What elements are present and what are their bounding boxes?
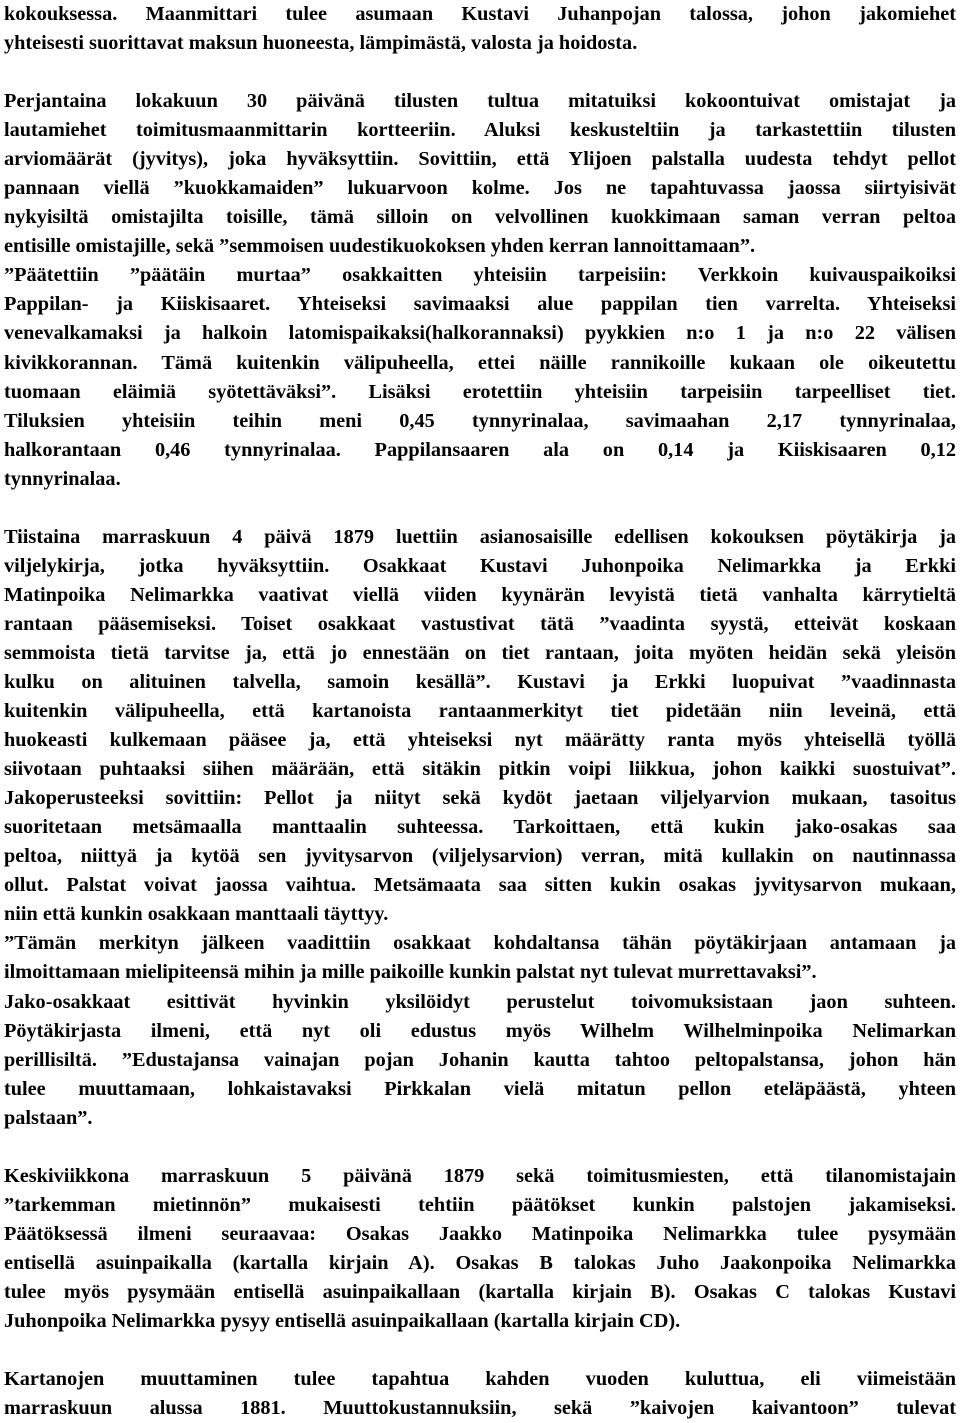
text-line: Perjantaina lokakuun 30 päivänä tilusten tultua mitatuiksi kokoontuivat omistajat ja (4, 90, 956, 113)
paragraph-gap (4, 494, 956, 523)
text-line: tulee muuttamaan, lohkaistavaksi Pirkkalan vielä mitatun pellon eteläpäästä, yhteen (4, 1077, 956, 1100)
paragraph-5 (4, 1365, 956, 1423)
text-line: kokouksessa. Maanmittari tulee asumaan Kustavi Juhanpojan talossa, johon jakomiehet (4, 3, 956, 25)
paragraph-1 (4, 0, 956, 58)
text-line: pannaan viellä ”kuokkamaiden” lukuarvoon kolme. Jos ne tapahtuvassa jaossa siirtyisivät (4, 177, 956, 200)
text-line: semmoista tietä tarvitse ja, että jo ennestään on tiet rantaan, joita myöten heidän sekä yleisön (4, 641, 956, 664)
text-line: Kartanojen muuttaminen tulee tapahtua kahden vuoden kuluttua, eli viimeistään (4, 1368, 956, 1391)
text-line: arviomäärät (jyvitys), joka hyväksyttiin. Sovittiin, että Ylijoen palstalla uudesta tehdyt pellot (4, 148, 956, 171)
text-line: ilmoittamaan mielipiteensä mihin ja mille paikoille kunkin palstat nyt tulevat murrettavaksi”. (4, 961, 817, 984)
paragraph-gap (4, 1133, 956, 1162)
text-line: Tiistaina marraskuun 4 päivä 1879 luettiin asianosaisille edellisen kokouksen pöytäkirja ja (4, 525, 956, 548)
text-line: suoritetaan metsämaalla manttaalin suhteessa. Tarkoittaen, että kukin jako-osakas saa (4, 816, 956, 839)
text-line: niin että kunkin osakkaan manttaali täyttyy. (4, 903, 389, 926)
text-line: Jakoperusteeksi sovittiin: Pellot ja niityt sekä kydöt jaetaan viljelyarvion mukaan, tasoitus (4, 787, 956, 810)
document-page (4, 0, 956, 1423)
text-line: viljelykirja, jotka hyväksyttiin. Osakkaat Kustavi Juhonpoika Nelimarkka ja Erkki (4, 554, 956, 577)
text-line: tuomaan eläimiä syötettäväksi”. Lisäksi erotettiin yhteisiin tarpeisiin tarpeelliset tiet. (4, 380, 956, 403)
text-line: halkorantaan 0,46 tynnyrinalaa. Pappilansaaren ala on 0,14 ja Kiiskisaaren 0,12 (4, 438, 956, 461)
text-line: rantaan pääsemiseksi. Toiset osakkaat vastustivat tätä ”vaadinta syystä, etteivät koskaan (4, 612, 956, 635)
text-line: yhteisesti suorittavat maksun huoneesta, lämpimästä, valosta ja hoidosta. (4, 32, 638, 55)
text-line: kivikkorannan. Tämä kuitenkin välipuheella, ettei näille rannikoille kukaan ole oikeutettu (4, 351, 956, 374)
text-line: entisille omistajille, sekä ”semmoisen uudestikuokoksen yhden kerran lannoittamaan”. (4, 235, 756, 258)
paragraph-2 (4, 87, 956, 494)
text-line: Jako-osakkaat esittivät hyvinkin yksilöidyt perustelut toivomuksistaan jaon suhteen. (4, 990, 956, 1013)
text-line: entisellä asuinpaikalla (kartalla kirjain A). Osakas B talokas Juho Jaakonpoika Nelimarkka (4, 1251, 956, 1274)
text-line: Juhonpoika Nelimarkka pysyy entisellä asuinpaikallaan (kartalla kirjain CD). (4, 1309, 681, 1332)
paragraph-4 (4, 1162, 956, 1336)
text-line: Tiluksien yhteisiin teihin meni 0,45 tynnyrinalaa, savimaahan 2,17 tynnyrinalaa, (4, 409, 956, 432)
text-line: tynnyrinalaa. (4, 467, 121, 490)
text-line: tulee myös pysymään entisellä asuinpaikallaan (kartalla kirjain B). Osakas C talokas Kustavi (4, 1280, 956, 1303)
text-line: nykyisiltä omistajilta toisille, tämä silloin on velvollinen kuokkimaan saman verran peltoa (4, 206, 956, 229)
text-line: Pöytäkirjasta ilmeni, että nyt oli edustus myös Wilhelm Wilhelminpoika Nelimarkan (4, 1019, 956, 1042)
text-line: Keskiviikkona marraskuun 5 päivänä 1879 sekä toimitusmiesten, että tilanomistajain (4, 1164, 956, 1187)
text-line: peltoa, niittyä ja kytöä sen jyvitysarvon (viljelysarvion) verran, mitä kullakin on nautinnassa (4, 845, 956, 868)
text-line: Päätöksessä ilmeni seuraavaa: Osakas Jaakko Matinpoika Nelimarkka tulee pysymään (4, 1222, 956, 1245)
paragraph-gap (4, 1336, 956, 1365)
text-line: ”Tämän merkityn jälkeen vaadittiin osakkaat kohdaltansa tähän pöytäkirjaan antamaan ja (4, 932, 956, 955)
text-line: marraskuun alussa 1881. Muuttokustannuksiin, sekä ”kaivojen kaivantoon” tulevat (4, 1397, 956, 1420)
text-line: huokeasti kulkemaan pääsee ja, että yhteiseksi nyt määrätty ranta myös yhteisellä työllä (4, 729, 956, 752)
paragraph-gap (4, 58, 956, 87)
text-line: venevalkamaksi ja halkoin latomispaikaksi(halkorannaksi) pyykkien n:o 1 ja n:o 22 välisen (4, 322, 956, 345)
text-line: perillisiltä. ”Edustajansa vainajan pojan Johanin kautta tahtoo peltopalstansa, johon hän (4, 1048, 956, 1071)
text-line: siivotaan puhtaaksi siihen määrään, että sitäkin pitkin voipi liikkua, johon kaikki suostuivat”. (4, 758, 956, 781)
text-line: ”Päätettiin ”päätäin murtaa” osakkaitten yhteisiin tarpeisiin: Verkkoin kuivauspaikoiksi (4, 264, 956, 287)
text-line: palstaan”. (4, 1106, 93, 1129)
text-line: ollut. Palstat voivat jaossa vaihtua. Metsämaata saa sitten kukin osakas jyvitysarvon mukaan, (4, 874, 956, 897)
text-line: Pappilan- ja Kiiskisaaret. Yhteiseksi savimaaksi alue pappilan tien varrelta. Yhteiseksi (4, 293, 956, 316)
text-line: lautamiehet toimitusmaanmittarin kortteeriin. Aluksi keskusteltiin ja tarkastettiin tilusten (4, 119, 956, 142)
text-line: kulku on alituinen talvella, samoin kesällä”. Kustavi ja Erkki luopuivat ”vaadinnasta (4, 670, 956, 693)
text-line: kuitenkin välipuheella, että kartanoista rantaanmerkityt tiet pidetään niin leveinä, että (4, 700, 956, 723)
text-line: Matinpoika Nelimarkka vaativat viellä viiden kyynärän levyistä tietä vanhalta kärrytieltä (4, 583, 956, 606)
paragraph-3 (4, 523, 956, 1133)
text-line: ”tarkemman mietinnön” mukaisesti tehtiin päätökset kunkin palstojen jakamiseksi. (4, 1193, 956, 1216)
